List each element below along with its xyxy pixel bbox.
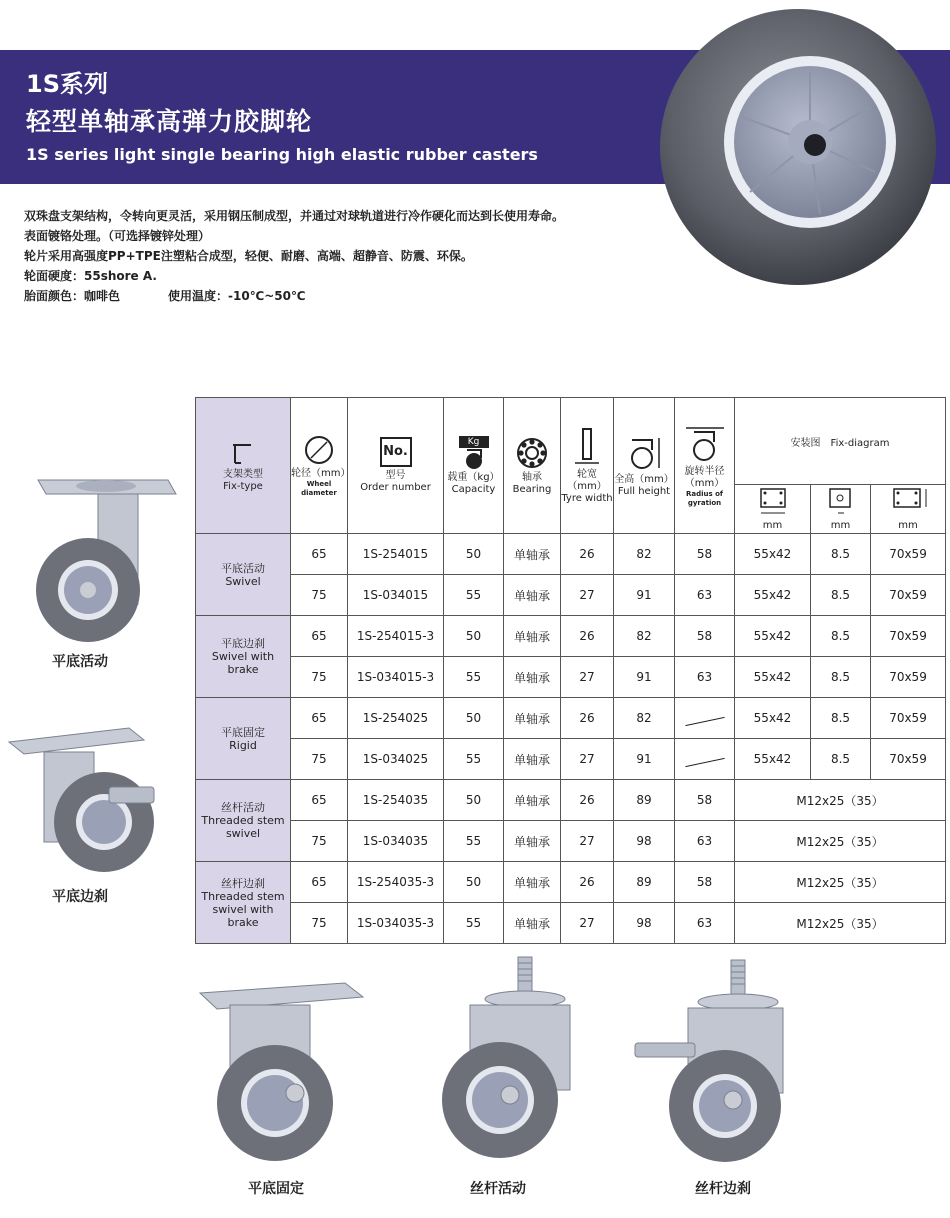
table-row [196,534,946,575]
table-cell: 50 [444,616,504,657]
cell-text: Swivel with brake [211,650,275,676]
table-cell: 70x59 [871,575,946,616]
cell-text: Threaded stem swivel with brake [201,889,285,929]
cell-text: mm [830,520,851,531]
cell-text: 全高（mm） [614,473,674,485]
table-cell: 55x42 [735,616,811,657]
base-icon [886,487,930,517]
table-cell: M12x25（35） [735,780,946,821]
table-cell: M12x25（35） [735,862,946,903]
table-cell: 75 [291,657,348,698]
table-cell: 70x59 [871,739,946,780]
table-cell: 91 [614,657,675,698]
table-cell: 1S-034035 [348,821,444,862]
table-cell: 82 [614,616,675,657]
table-cell: 55x42 [735,698,811,739]
cell-text: 平底活动 [221,561,265,575]
table-cell: 55x42 [735,657,811,698]
caption-threaded-swivel: 丝杆活动 [470,1181,526,1197]
cell-text: 平底固定 [221,725,265,739]
table-cell: 55 [444,575,504,616]
desc-line: 轮面硬度：55shore A. [24,269,157,283]
table-cell: 65 [291,698,348,739]
table-row [196,780,946,821]
caster-icon [459,448,489,470]
table-cell: 单轴承 [504,739,561,780]
table-cell: 75 [291,739,348,780]
plate-icon [753,487,793,517]
threaded-brake-photo [633,958,793,1168]
spec-table [195,397,946,944]
height-icon [624,434,664,472]
table-cell: 26 [561,616,614,657]
cell-text: 旋转半径 [684,465,725,477]
table-cell: 75 [291,903,348,944]
table-cell: 75 [291,821,348,862]
product-title-cn: 轻型单轴承高弹力胶脚轮 [26,107,313,136]
table-cell: 单轴承 [504,657,561,698]
table-cell: 26 [561,698,614,739]
table-cell: 27 [561,821,614,862]
tread-color: 胎面颜色：咖啡色 [24,289,121,303]
table-cell: 91 [614,739,675,780]
header-bearing [504,398,561,534]
table-row [196,903,946,944]
table-cell: 82 [614,534,675,575]
table-cell: 1S-254015-3 [348,616,444,657]
type-cell [196,862,291,944]
table-cell: 55 [444,821,504,862]
cell-text: Bearing [512,483,552,495]
table-cell: 65 [291,616,348,657]
threaded-swivel-photo [430,955,580,1165]
caption-swivel: 平底活动 [52,654,108,670]
table-cell: 8.5 [811,698,871,739]
table-row [196,821,946,862]
table-cell: 70x59 [871,698,946,739]
header-capacity [444,398,504,534]
table-cell: 98 [614,821,675,862]
cell-text: 轴承 [522,471,542,483]
cell-text: Fix-type [223,480,263,492]
cell-text: 载重（kg） [447,471,500,483]
table-cell: 65 [291,862,348,903]
table-cell: 单轴承 [504,903,561,944]
table-row [196,862,946,903]
fix-base-col [871,485,946,534]
header-order-number [348,398,444,534]
hole-icon [824,487,858,517]
table-cell: 55x42 [735,739,811,780]
product-title-en: 1S series light single bearing high elastic rubber casters [26,145,538,164]
fix-hole-col [811,485,871,534]
table-cell: 63 [675,903,735,944]
table-cell: 50 [444,780,504,821]
cell-text: 轮宽（mm） [567,468,607,492]
cell-text: Radius of gyration [686,489,723,507]
table-cell: 1S-254025 [348,698,444,739]
table-cell: 1S-034035-3 [348,903,444,944]
fix-plate-col [735,485,811,534]
table-cell: 91 [614,575,675,616]
table-cell: 8.5 [811,575,871,616]
type-cell [196,534,291,616]
cell-text: mm [762,520,783,531]
desc-line: 双珠盘支架结构，令转向更灵活，采用钢压制成型，并通过对球轨道进行冷作硬化而达到长使用寿命。 [24,209,565,223]
table-cell: 27 [561,739,614,780]
table-cell: 单轴承 [504,862,561,903]
cell-text: 型号 [385,470,406,481]
bearing-icon [515,436,549,470]
table-cell: 70x59 [871,534,946,575]
header-fix-diagram: 安装图 Fix-diagram [735,398,946,485]
brake-caster-photo [4,722,169,877]
tyre-width-icon [572,427,602,467]
no-radius-mark [675,698,735,739]
rigid-caster-photo [195,975,365,1165]
table-cell: 单轴承 [504,616,561,657]
table-cell: 单轴承 [504,575,561,616]
table-cell: 8.5 [811,739,871,780]
table-cell: 55 [444,739,504,780]
table-cell: 27 [561,903,614,944]
table-cell: 70x59 [871,616,946,657]
table-cell: 55 [444,903,504,944]
cell-text: 支架类型 [223,468,263,480]
table-cell: 58 [675,862,735,903]
diameter-icon [303,434,335,466]
number-icon: No. [380,437,412,467]
table-row [196,657,946,698]
table-cell: 70x59 [871,657,946,698]
cell-text: 平底边刹 [221,637,265,650]
table-cell: M12x25（35） [735,903,946,944]
table-cell: 55x42 [735,575,811,616]
caption-threaded-brake: 丝杆边刹 [695,1181,751,1197]
cell-text: Threaded stem swivel [201,814,285,840]
radius-icon [682,424,728,464]
table-cell: 82 [614,698,675,739]
cell-text: Order number [360,482,431,493]
header-tyre-width [561,398,614,534]
header-fix-type [196,398,291,534]
table-cell: 63 [675,575,735,616]
weight-icon: Kg [459,436,489,448]
table-cell: 63 [675,657,735,698]
cell-text: Rigid [229,738,257,752]
table-cell: 58 [675,534,735,575]
table-cell: 单轴承 [504,698,561,739]
table-cell: 50 [444,862,504,903]
cell-text: mm [898,520,918,531]
table-cell: 50 [444,698,504,739]
table-cell: 55 [444,657,504,698]
header-full-height [614,398,675,534]
cell-text: 丝杆边刹 [221,876,265,890]
type-cell [196,616,291,698]
table-cell: 单轴承 [504,534,561,575]
header-radius [675,398,735,534]
table-cell: 26 [561,862,614,903]
table-row [196,739,946,780]
table-row [196,575,946,616]
table-cell: 8.5 [811,534,871,575]
table-cell: 8.5 [811,657,871,698]
cell-text: Tyre width [561,492,613,504]
table-cell: 单轴承 [504,821,561,862]
table-cell: 单轴承 [504,780,561,821]
table-cell: 65 [291,780,348,821]
temperature-range: 使用温度：-10℃~50℃ [168,289,306,303]
table-cell: 55x42 [735,534,811,575]
desc-line: 轮片采用高强度PP+TPE注塑粘合成型，轻便、耐磨、高端、超静音、防震、环保。 [24,249,473,263]
cell-text: 丝杆活动 [221,801,265,814]
cell-text: 轮径（mm） [291,467,351,479]
type-cell [196,698,291,780]
table-cell: 65 [291,534,348,575]
table-cell: 75 [291,575,348,616]
table-cell: 89 [614,862,675,903]
table-cell: 27 [561,575,614,616]
table-cell: 1S-254035-3 [348,862,444,903]
table-cell: 8.5 [811,616,871,657]
wheel-photo [650,2,940,292]
table-cell: 26 [561,780,614,821]
cell-text: Full height [617,485,671,497]
type-cell [196,780,291,862]
table-cell: 26 [561,534,614,575]
caption-rigid: 平底固定 [248,1181,304,1197]
header-wheel-diameter [291,398,351,534]
cell-text: Capacity [451,483,496,495]
bracket-icon [229,439,257,467]
desc-line: 表面镀铬处理。（可选择镀锌处理） [24,229,211,243]
table-cell: 98 [614,903,675,944]
table-row [196,698,946,739]
table-cell: 58 [675,616,735,657]
cell-text: Wheel diameter [301,479,337,497]
product-description [24,206,564,306]
table-row [196,616,946,657]
table-cell: M12x25（35） [735,821,946,862]
table-cell: 1S-254015 [348,534,444,575]
swivel-caster-photo [28,470,178,645]
cell-text: （mm） [684,477,725,489]
cell-text: Swivel [225,574,261,588]
caption-brake: 平底边刹 [52,889,108,905]
desc-line [24,286,564,306]
table-cell: 50 [444,534,504,575]
table-cell: 89 [614,780,675,821]
table-cell: 1S-034015-3 [348,657,444,698]
table-cell: 1S-034025 [348,739,444,780]
table-cell: 27 [561,657,614,698]
series-title: 1S系列 [26,70,108,98]
table-cell: 63 [675,821,735,862]
table-cell: 58 [675,780,735,821]
table-cell: 1S-254035 [348,780,444,821]
table-cell: 1S-034015 [348,575,444,616]
no-radius-mark [675,739,735,780]
